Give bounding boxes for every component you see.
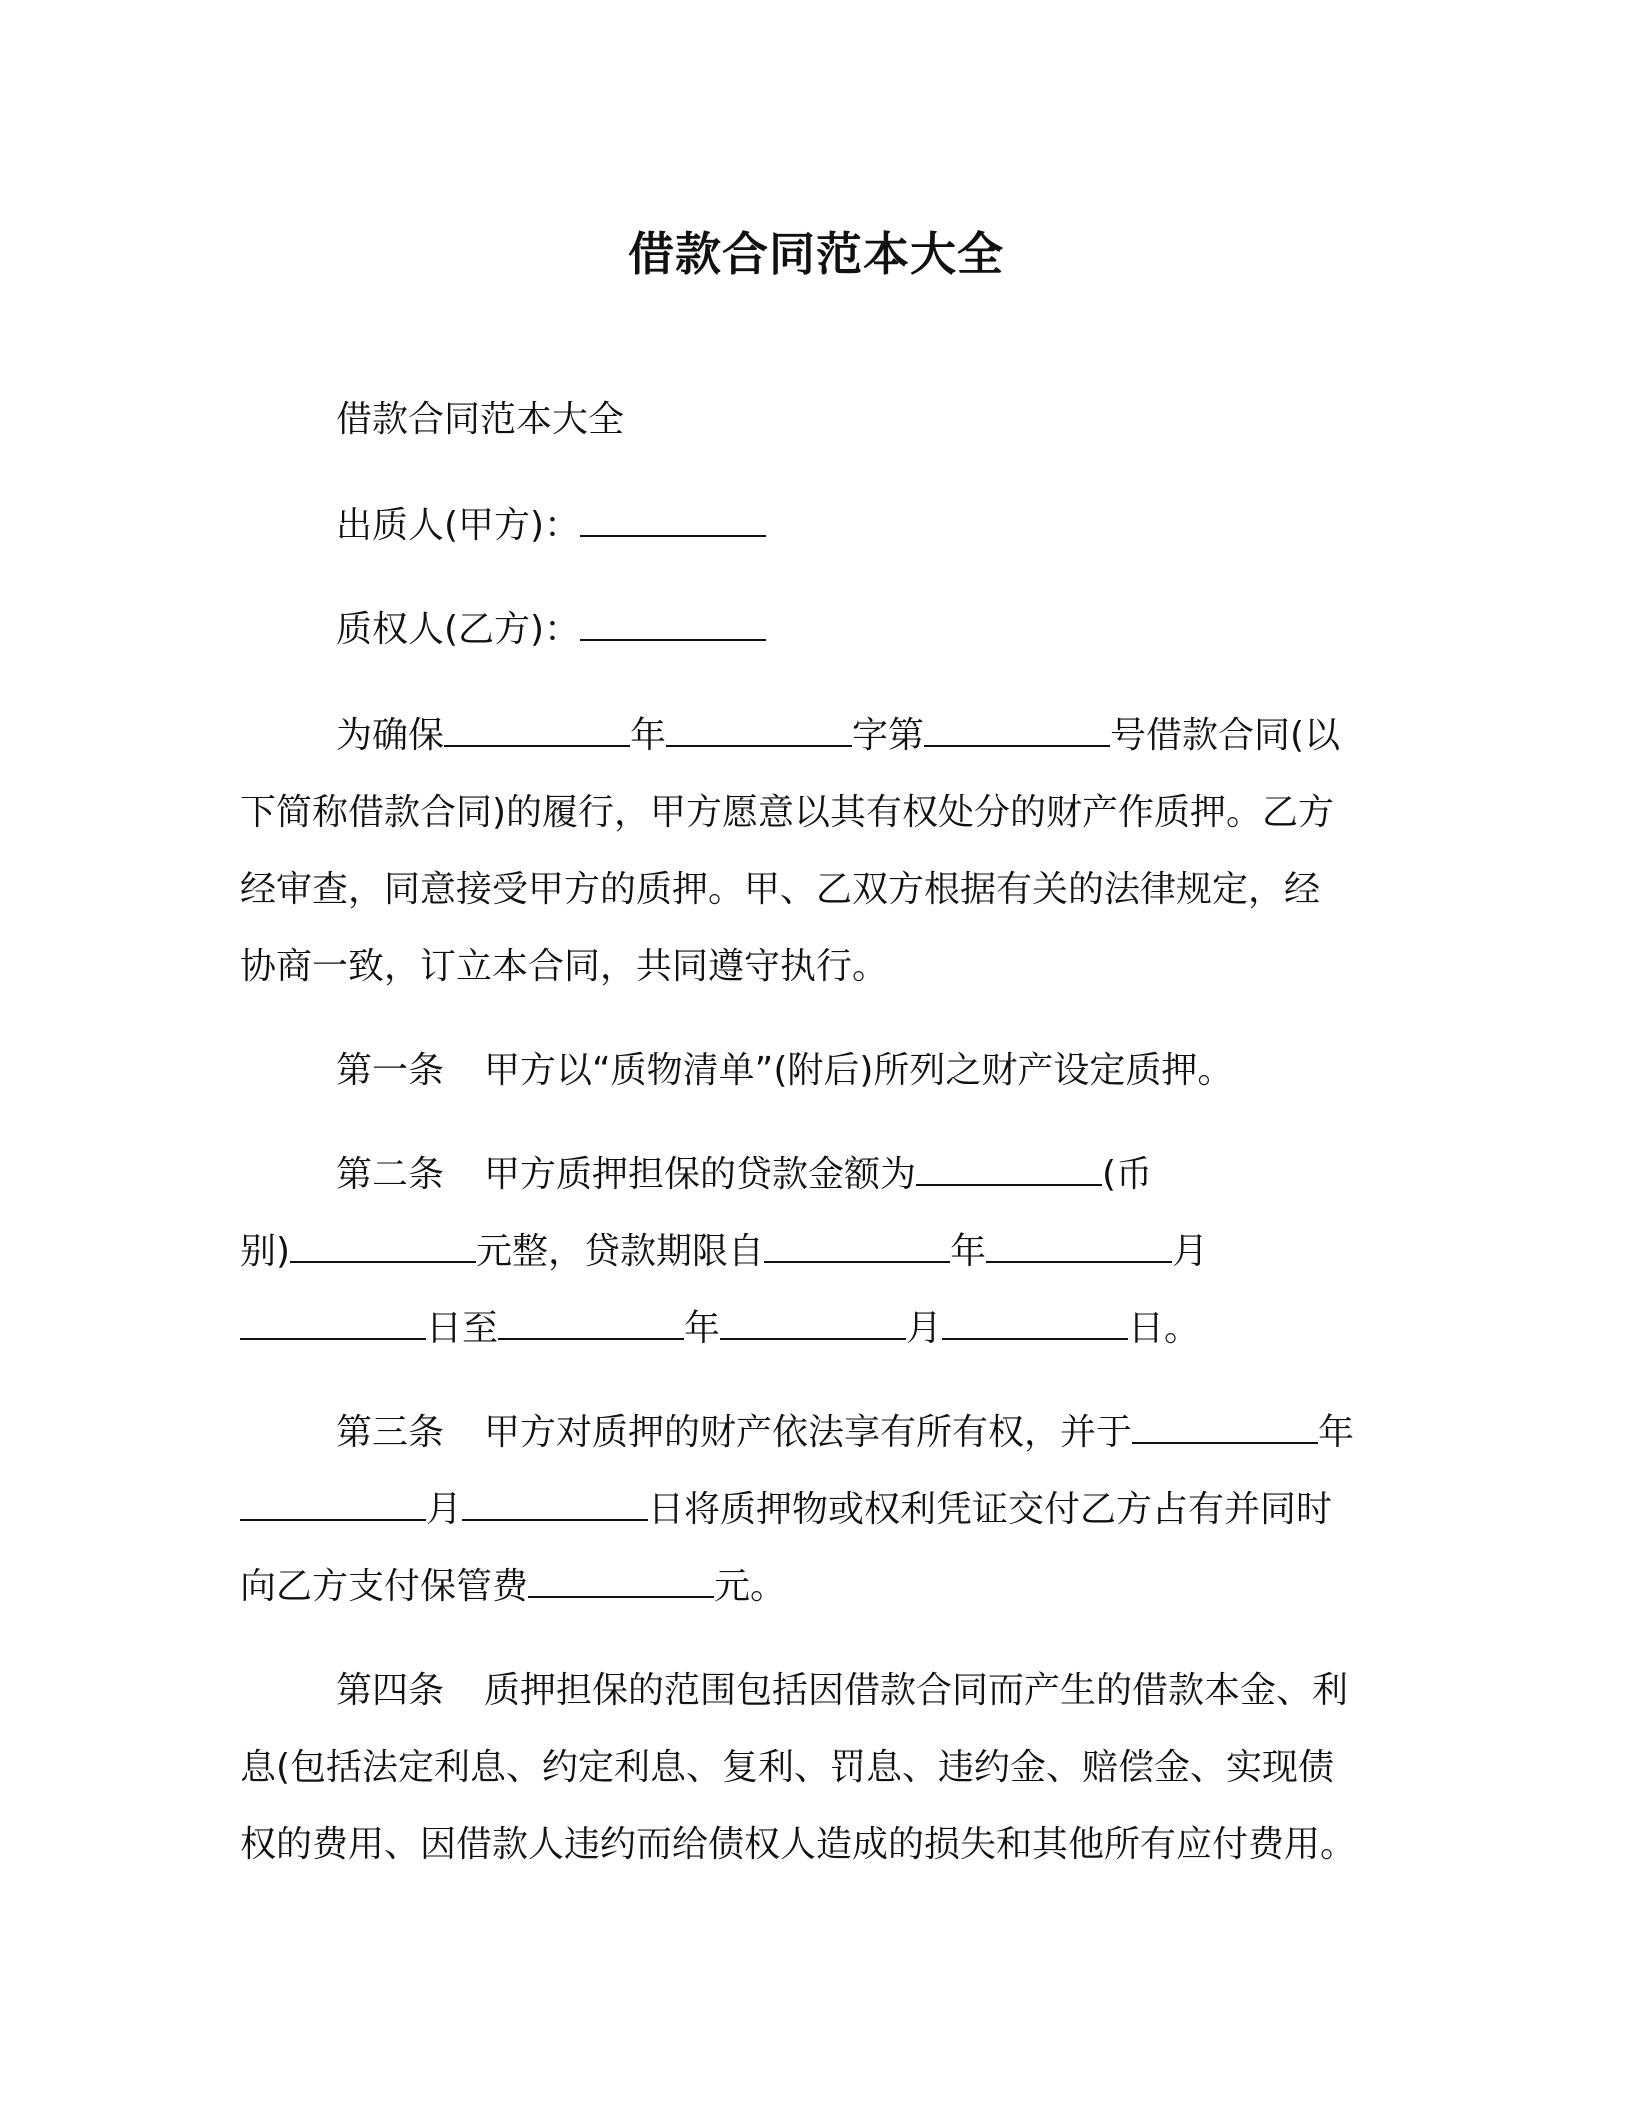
article-2-number: 第二条 xyxy=(336,1154,445,1195)
document-subtitle: 借款合同范本大全 xyxy=(336,399,625,440)
preamble-line-3: 经审查，同意接受甲方的质押。甲、乙双方根据有关的法律规定，经 xyxy=(240,869,1321,910)
party-b-blank xyxy=(580,609,766,641)
article-3-line-1: 第三条 甲方对质押的财产依法享有所有权，并于 年 xyxy=(336,1412,1355,1453)
blank xyxy=(462,1489,648,1521)
article-2-line-2: 别) 元整，贷款期限自 年 月 xyxy=(240,1231,1209,1272)
blank xyxy=(666,715,852,747)
blank xyxy=(720,1308,906,1340)
article-2-line-1: 第二条 甲方质押担保的贷款金额为 (币 xyxy=(336,1154,1153,1195)
blank xyxy=(528,1566,714,1598)
article-4-line-1: 第四条 质押担保的范围包括因借款合同而产生的借款本金、利 xyxy=(336,1670,1349,1711)
article-1-text: 甲方以“质物清单”(附后)所列之财产设定质押。 xyxy=(484,1050,1234,1091)
article-2-line-3: 日至 年 月 日。 xyxy=(240,1305,1200,1353)
blank xyxy=(444,715,630,747)
article-3-number: 第三条 xyxy=(336,1412,445,1453)
article-4-line-3: 权的费用、因借款人违约而给债权人造成的损失和其他所有应付费用。 xyxy=(240,1824,1357,1865)
preamble-line-1: 为确保 年 字第 号借款合同(以 xyxy=(336,715,1341,756)
party-b-line xyxy=(336,606,766,654)
preamble-line-4: 协商一致，订立本合同，共同遵守执行。 xyxy=(240,946,889,987)
party-a-label: 出质人(甲方)： xyxy=(336,505,581,546)
article-4-line-2: 息(包括法定利息、约定利息、复利、罚息、违约金、赔偿金、实现债 xyxy=(240,1747,1335,1788)
blank xyxy=(1132,1412,1318,1444)
party-b-label: 质权人(乙方)： xyxy=(336,609,581,650)
preamble-line-2: 下简称借款合同)的履行，甲方愿意以其有权处分的财产作质押。乙方 xyxy=(240,792,1335,833)
blank xyxy=(498,1308,684,1340)
party-a-blank xyxy=(580,505,766,537)
article-3-line-3: 向乙方支付保管费 元。 xyxy=(240,1566,787,1607)
blank xyxy=(986,1231,1172,1263)
article-1-number: 第一条 xyxy=(336,1050,445,1091)
blank xyxy=(942,1308,1128,1340)
blank xyxy=(240,1308,426,1340)
blank xyxy=(240,1489,426,1521)
blank xyxy=(290,1231,476,1263)
article-4-number: 第四条 xyxy=(336,1670,445,1711)
blank xyxy=(764,1231,950,1263)
blank xyxy=(924,715,1110,747)
blank xyxy=(916,1154,1102,1186)
document-title: 借款合同范本大全 xyxy=(628,227,1004,281)
party-a-line xyxy=(336,502,766,550)
article-3-line-2: 月 日将质押物或权利凭证交付乙方占有并同时 xyxy=(240,1486,1332,1534)
article-1 xyxy=(336,1047,1233,1095)
